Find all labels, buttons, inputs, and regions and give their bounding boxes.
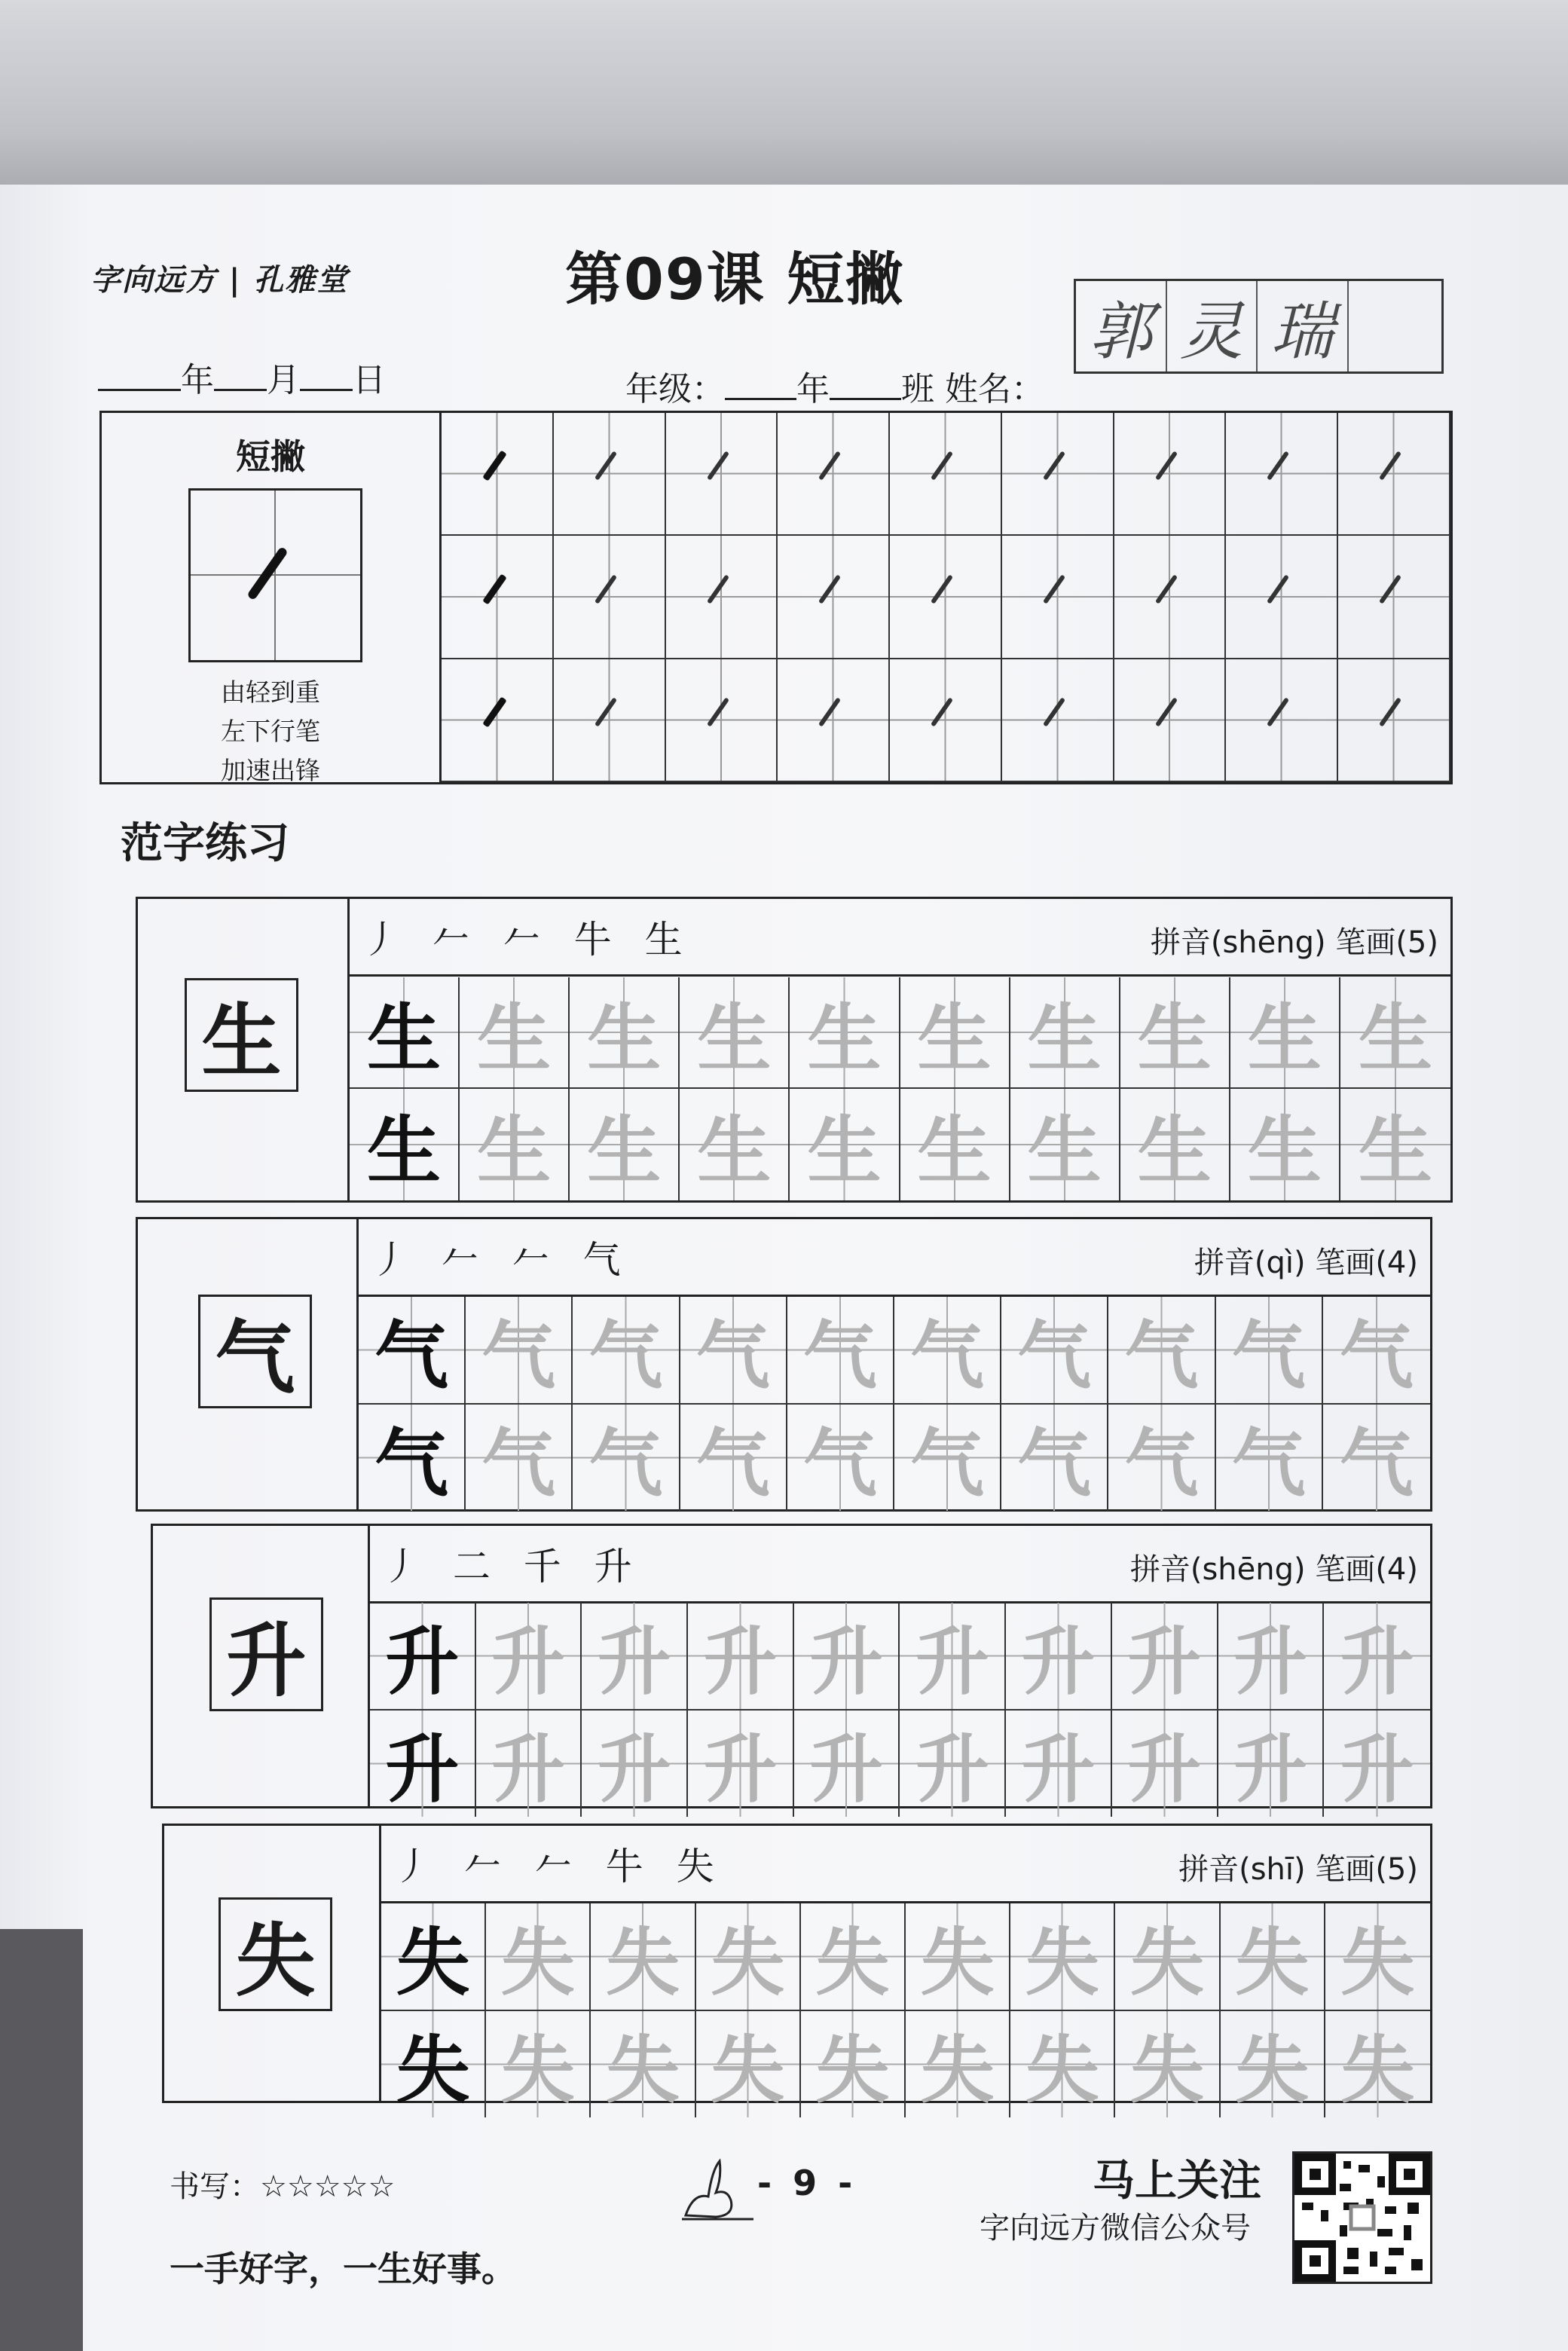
trace-character-cell[interactable]: 生 — [1230, 977, 1340, 1089]
trace-character-cell[interactable]: 气 — [787, 1405, 894, 1511]
character-block — [136, 897, 1453, 1203]
short-left-falling-stroke-icon — [246, 546, 289, 601]
model-character: 失 — [219, 1897, 332, 2011]
character-block — [162, 1824, 1432, 2114]
name-char: 郭 — [1076, 281, 1167, 371]
trace-character-cell[interactable]: 生 — [570, 977, 680, 1089]
date-day-label: 日 — [353, 361, 386, 399]
pinyin-label: 拼音(qì) — [1194, 1246, 1306, 1280]
trace-character-cell[interactable]: 升 — [900, 1711, 1006, 1817]
name-char — [1349, 281, 1441, 371]
pinyin-strokes-info — [1130, 1545, 1418, 1588]
character-info-row — [350, 899, 1450, 977]
practice-cell[interactable] — [778, 659, 890, 782]
trace-character-cell[interactable]: 失 — [1325, 2011, 1430, 2117]
trace-character-cell[interactable]: 失 — [801, 2011, 906, 2117]
character-practice-grid[interactable] — [350, 977, 1450, 1200]
motto: 一手好字，一生好事。 — [170, 2249, 516, 2289]
model-character-cell: 气 — [359, 1297, 466, 1405]
trace-character-cell[interactable]: 失 — [906, 2011, 1010, 2117]
trace-character-cell[interactable]: 生 — [1120, 977, 1230, 1089]
trace-character-cell[interactable]: 气 — [680, 1297, 787, 1405]
pinyin-strokes-info — [1194, 1239, 1418, 1282]
trace-character-cell[interactable]: 气 — [1108, 1297, 1215, 1405]
practice-cell[interactable] — [666, 536, 778, 659]
stroke-title: 短撇 — [236, 436, 305, 477]
trace-character-cell[interactable]: 失 — [486, 1903, 591, 2011]
name-char: 灵 — [1167, 281, 1258, 371]
trace-character-cell[interactable]: 升 — [1112, 1711, 1218, 1817]
pinyin-strokes-info — [1178, 1845, 1418, 1888]
practice-cell[interactable] — [666, 413, 778, 536]
practice-cell[interactable] — [1002, 659, 1114, 782]
trace-character-cell[interactable]: 失 — [1010, 2011, 1115, 2117]
trace-character-cell[interactable]: 升 — [1112, 1603, 1218, 1711]
trace-character-cell[interactable]: 气 — [680, 1405, 787, 1511]
practice-cell[interactable] — [890, 536, 1002, 659]
instruction-line: 加速出锋 — [221, 756, 320, 785]
trace-character-cell[interactable]: 失 — [801, 1903, 906, 2011]
stroke-order: 丿 𠂉 𠂉 牛 失 — [393, 1845, 725, 1888]
practice-section-title: 范字练习 — [121, 819, 289, 868]
trace-character-cell[interactable]: 气 — [1216, 1405, 1323, 1511]
character-model-panel — [153, 1526, 370, 1806]
trace-character-cell[interactable]: 生 — [570, 1089, 680, 1200]
qr-code-icon[interactable] — [1292, 2151, 1432, 2284]
trace-character-cell[interactable]: 生 — [1340, 1089, 1450, 1200]
practice-cell[interactable] — [442, 413, 554, 536]
practice-cell[interactable] — [1226, 413, 1338, 536]
character-block — [151, 1524, 1432, 1813]
practice-cell[interactable] — [1338, 536, 1450, 659]
trace-character-cell[interactable]: 生 — [460, 977, 570, 1089]
rating-label: 书写： — [170, 2169, 260, 2204]
practice-cell[interactable] — [778, 413, 890, 536]
trace-character-cell[interactable]: 失 — [1115, 1903, 1220, 2011]
model-character-cell: 失 — [381, 1903, 486, 2011]
model-character-cell: 生 — [350, 977, 460, 1089]
trace-character-cell[interactable]: 升 — [794, 1711, 900, 1817]
trace-character-cell[interactable]: 气 — [573, 1297, 680, 1405]
trace-character-cell[interactable]: 升 — [688, 1603, 794, 1711]
trace-character-cell[interactable]: 失 — [1221, 1903, 1325, 2011]
practice-cell[interactable] — [554, 413, 666, 536]
model-character: 生 — [185, 978, 298, 1092]
stroke-order: 丿 𠂉 𠂉 气 — [371, 1238, 631, 1282]
date-year-label: 年 — [181, 361, 214, 399]
model-character-cell: 生 — [350, 1089, 460, 1200]
trace-character-cell[interactable]: 升 — [582, 1603, 688, 1711]
trace-character-cell[interactable]: 升 — [1324, 1603, 1430, 1711]
trace-character-cell[interactable]: 气 — [1323, 1405, 1430, 1511]
practice-cell[interactable] — [666, 659, 778, 782]
practice-cell[interactable] — [1338, 413, 1450, 536]
top-sheet-edge — [0, 0, 1568, 188]
trace-character-cell[interactable]: 生 — [680, 1089, 790, 1200]
character-model-panel — [164, 1826, 381, 2101]
trace-character-cell[interactable]: 生 — [1340, 977, 1450, 1089]
trace-character-cell[interactable]: 升 — [476, 1711, 582, 1817]
date-month-label: 月 — [267, 361, 300, 399]
stroke-instructions — [102, 673, 439, 790]
trace-character-cell[interactable]: 生 — [1010, 1089, 1120, 1200]
practice-cell[interactable] — [554, 536, 666, 659]
practice-cell[interactable] — [1114, 659, 1227, 782]
practice-cell[interactable] — [554, 659, 666, 782]
trace-character-cell[interactable]: 失 — [1115, 2011, 1220, 2117]
stroke-order: 丿 二 千 升 — [382, 1545, 643, 1588]
trace-character-cell[interactable]: 气 — [787, 1297, 894, 1405]
trace-character-cell[interactable]: 升 — [476, 1603, 582, 1711]
rabbit-icon — [678, 2155, 753, 2223]
stroke-demo-box — [188, 488, 362, 662]
follow-title: 马上关注 — [1093, 2157, 1261, 2206]
date-line — [98, 353, 386, 401]
lesson-title: 第09课 短撇 — [565, 246, 905, 313]
practice-cell[interactable] — [1226, 659, 1338, 782]
practice-cell[interactable] — [1002, 413, 1114, 536]
trace-character-cell[interactable]: 气 — [466, 1405, 573, 1511]
background-strip — [0, 1929, 83, 2351]
model-character-cell: 失 — [381, 2011, 486, 2117]
practice-cell[interactable] — [1114, 536, 1227, 659]
instruction-line: 左下行笔 — [221, 717, 320, 746]
trace-character-cell[interactable]: 气 — [1216, 1297, 1323, 1405]
name-char: 瑞 — [1258, 281, 1349, 371]
trace-character-cell[interactable]: 气 — [573, 1405, 680, 1511]
pinyin-label: 拼音(shī) — [1178, 1852, 1306, 1887]
follow-subtitle: 字向远方微信公众号 — [980, 2211, 1251, 2246]
stroke-practice-table — [99, 411, 1453, 784]
practice-cell[interactable] — [1002, 536, 1114, 659]
model-character: 升 — [209, 1597, 323, 1711]
pinyin-label: 拼音(shēng) — [1150, 925, 1326, 960]
practice-cell[interactable] — [442, 659, 554, 782]
character-info-row — [359, 1219, 1430, 1297]
trace-character-cell[interactable]: 失 — [591, 2011, 695, 2117]
trace-character-cell[interactable]: 气 — [1001, 1405, 1108, 1511]
character-block — [136, 1217, 1432, 1512]
practice-cell[interactable] — [778, 536, 890, 659]
practice-cell[interactable] — [890, 413, 1002, 536]
trace-character-cell[interactable]: 气 — [466, 1297, 573, 1405]
trace-character-cell[interactable]: 失 — [696, 2011, 801, 2117]
pinyin-strokes-info — [1151, 919, 1438, 961]
trace-character-cell[interactable]: 失 — [1325, 1903, 1430, 2011]
practice-cell[interactable] — [1226, 536, 1338, 659]
trace-character-cell[interactable]: 生 — [790, 1089, 900, 1200]
stroke-count-label: 笔画(4) — [1315, 1246, 1418, 1280]
trace-character-cell[interactable]: 升 — [1006, 1603, 1112, 1711]
trace-character-cell[interactable]: 气 — [894, 1297, 1001, 1405]
trace-character-cell[interactable]: 升 — [1218, 1603, 1325, 1711]
trace-character-cell[interactable]: 生 — [1230, 1089, 1340, 1200]
trace-character-cell[interactable]: 生 — [900, 1089, 1010, 1200]
trace-character-cell[interactable]: 升 — [1324, 1711, 1430, 1817]
model-character: 气 — [198, 1295, 312, 1408]
trace-character-cell[interactable]: 升 — [900, 1603, 1006, 1711]
practice-cell[interactable] — [890, 659, 1002, 782]
trace-character-cell[interactable]: 生 — [460, 1089, 570, 1200]
brand-logo: 字向远方 | 孔雅堂 — [90, 262, 349, 298]
stroke-count-label: 笔画(4) — [1315, 1552, 1418, 1587]
trace-character-cell[interactable]: 气 — [1001, 1297, 1108, 1405]
pinyin-label: 拼音(shēng) — [1129, 1552, 1306, 1587]
practice-cell[interactable] — [1114, 413, 1227, 536]
stroke-count-label: 笔画(5) — [1335, 925, 1438, 960]
character-info-row — [370, 1526, 1430, 1604]
model-character-cell: 升 — [370, 1603, 476, 1711]
character-model-panel — [138, 899, 350, 1200]
character-model-panel — [138, 1219, 359, 1509]
practice-cell[interactable] — [442, 536, 554, 659]
model-character-cell: 气 — [359, 1405, 466, 1511]
model-character-cell: 升 — [370, 1711, 476, 1817]
practice-cell[interactable] — [1338, 659, 1450, 782]
character-practice-grid[interactable] — [381, 1903, 1430, 2114]
page-number: - 9 - — [757, 2163, 857, 2203]
trace-character-cell[interactable]: 升 — [794, 1603, 900, 1711]
trace-character-cell[interactable]: 失 — [906, 1903, 1010, 2011]
trace-character-cell[interactable]: 失 — [591, 1903, 695, 2011]
trace-character-cell[interactable]: 升 — [1006, 1711, 1112, 1817]
rating-stars[interactable]: ☆☆☆☆☆ — [260, 2169, 396, 2204]
trace-character-cell[interactable]: 生 — [790, 977, 900, 1089]
stroke-practice-grid[interactable] — [442, 413, 1450, 782]
trace-character-cell[interactable]: 失 — [1010, 1903, 1115, 2011]
trace-character-cell[interactable]: 失 — [486, 2011, 591, 2117]
trace-character-cell[interactable]: 气 — [1323, 1297, 1430, 1405]
trace-character-cell[interactable]: 升 — [1218, 1711, 1325, 1817]
instruction-line: 由轻到重 — [221, 677, 320, 707]
stroke-demo-panel — [102, 413, 442, 785]
trace-character-cell[interactable]: 失 — [696, 1903, 801, 2011]
stroke-count-label: 笔画(5) — [1315, 1852, 1418, 1887]
character-practice-grid[interactable] — [359, 1297, 1430, 1509]
rating-line — [170, 2163, 395, 2206]
grade-year-label: 年 — [796, 370, 830, 408]
trace-character-cell[interactable]: 升 — [582, 1711, 688, 1817]
trace-character-cell[interactable]: 生 — [1010, 977, 1120, 1089]
trace-character-cell[interactable]: 升 — [688, 1711, 794, 1817]
student-name-grid[interactable] — [1074, 279, 1444, 374]
character-info-row — [381, 1826, 1430, 1903]
class-name-label: 班 姓名： — [901, 370, 1044, 408]
grade-label: 年级： — [625, 370, 725, 408]
trace-character-cell[interactable]: 生 — [900, 977, 1010, 1089]
stroke-order: 丿 𠂉 𠂉 牛 生 — [362, 918, 693, 961]
trace-character-cell[interactable]: 气 — [894, 1405, 1001, 1511]
character-practice-grid[interactable] — [370, 1603, 1430, 1813]
trace-character-cell[interactable]: 生 — [680, 977, 790, 1089]
trace-character-cell[interactable]: 气 — [1108, 1405, 1215, 1511]
class-line — [625, 362, 1044, 410]
trace-character-cell[interactable]: 生 — [1120, 1089, 1230, 1200]
trace-character-cell[interactable]: 失 — [1221, 2011, 1325, 2117]
